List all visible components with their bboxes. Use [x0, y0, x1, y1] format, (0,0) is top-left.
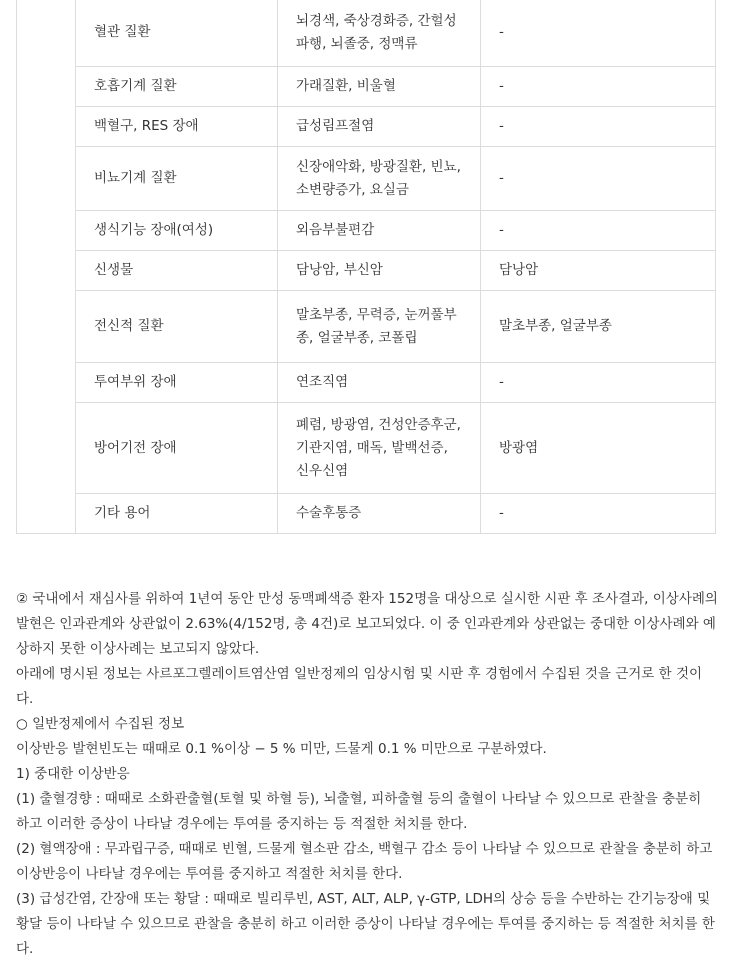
- table-cell-category: 전신적 질환: [76, 291, 278, 363]
- table-row: [17, 107, 716, 147]
- table-cell-general: 뇌경색, 죽상경화증, 간헐성파행, 뇌졸중, 정맥류: [278, 0, 481, 67]
- table-cell-postmarketing: -: [481, 107, 716, 147]
- table-cell-general: 신장애악화, 방광질환, 빈뇨, 소변량증가, 요실금: [278, 147, 481, 211]
- table-cell-postmarketing: 담낭암: [481, 251, 716, 291]
- table-row: [17, 291, 716, 363]
- table-group-cell: [17, 0, 76, 534]
- adverse-reactions-text: [16, 587, 718, 962]
- table-cell-general: 가래질환, 비울혈: [278, 67, 481, 107]
- table-cell-general: 수술후통증: [278, 494, 481, 534]
- table-cell-postmarketing: 방광염: [481, 403, 716, 494]
- table-cell-general: 급성림프절염: [278, 107, 481, 147]
- table-cell-postmarketing: -: [481, 67, 716, 107]
- adverse-events-table: [16, 0, 716, 534]
- table-cell-category: 투여부위 장애: [76, 363, 278, 403]
- paragraph-frequency-definition: 이상반응 발현빈도는 때때로 0.1 %이상 − 5 % 미만, 드물게 0.1 % 미만으로 구분하였다.: [16, 741, 547, 757]
- paragraph-data-source: 아래에 명시된 정보는 사르포그렐레이트염산염 일반정제의 임상시험 및 시판 후 경험에서 수집된 것을 근거로 한 것이다.: [16, 666, 703, 707]
- section-heading-general-tablet: ○ 일반정제에서 수집된 정보: [16, 716, 185, 732]
- table-row: [17, 363, 716, 403]
- table-cell-general: 담낭암, 부신암: [278, 251, 481, 291]
- table-cell-postmarketing: 말초부종, 얼굴부종: [481, 291, 716, 363]
- table-cell-general: 폐렴, 방광염, 건성안증후군, 기관지염, 매독, 발백선증, 신우신염: [278, 403, 481, 494]
- table-cell-category: 호흡기계 질환: [76, 67, 278, 107]
- table-cell-category: 생식기능 장애(여성): [76, 211, 278, 251]
- section-heading-serious-reactions: 1) 중대한 이상반응: [16, 766, 130, 782]
- table-cell-category: 신생물: [76, 251, 278, 291]
- table-cell-category: 백혈구, RES 장애: [76, 107, 278, 147]
- table-cell-postmarketing: -: [481, 211, 716, 251]
- table-cell-general: 연조직염: [278, 363, 481, 403]
- paragraph-blood-disorder: (2) 혈액장애 : 무과립구증, 때때로 빈혈, 드물게 혈소판 감소, 백혈구 감소 등이 나타날 수 있으므로 관찰을 충분히 하고 이상반응이 나타날 경우에는 투여를 중지하고 적절한 처치를 한다.: [16, 841, 713, 882]
- table-row: [17, 67, 716, 107]
- table-cell-category: 기타 용어: [76, 494, 278, 534]
- table-row: [17, 494, 716, 534]
- table-cell-general: 외음부불편감: [278, 211, 481, 251]
- table-cell-postmarketing: -: [481, 0, 716, 67]
- paragraph-post-marketing-survey: ② 국내에서 재심사를 위하여 1년여 동안 만성 동맥폐색증 환자 152명을 대상으로 실시한 시판 후 조사결과, 이상사례의 발현은 인과관계와 상관없이 2.63%(4/152명, 총 4건)로 보고되었다. 이 중 인과관계와 상관없는 중대한 이상사례와 예상하지 못한 이상사례는 보고되지 않았다.: [16, 591, 718, 657]
- table-cell-postmarketing: -: [481, 147, 716, 211]
- table-row: [17, 0, 716, 67]
- paragraph-hepatitis: (3) 급성간염, 간장애 또는 황달 : 때때로 빌리루빈, AST, ALT, ALP, γ-GTP, LDH의 상승 등을 수반하는 간기능장애 및 황달 등이 나타날 수 있으므로 관찰을 충분히 하고 이러한 증상이 나타날 경우에는 투여를 중지하는 등 적절한 처치를 한다.: [16, 891, 715, 957]
- table-row: [17, 147, 716, 211]
- table-cell-category: 혈관 질환: [76, 0, 278, 67]
- table-row: [17, 211, 716, 251]
- table-cell-category: 비뇨기계 질환: [76, 147, 278, 211]
- table-cell-postmarketing: -: [481, 363, 716, 403]
- paragraph-bleeding-tendency: (1) 출혈경향 : 때때로 소화관출혈(토혈 및 하혈 등), 뇌출혈, 피하출혈 등의 출혈이 나타날 수 있으므로 관찰을 충분히 하고 이러한 증상이 나타날 경우에는 투여를 중지하는 등 적절한 처치를 한다.: [16, 791, 702, 832]
- table-cell-category: 방어기전 장애: [76, 403, 278, 494]
- table-cell-general: 말초부종, 무력증, 눈꺼풀부종, 얼굴부종, 코폴립: [278, 291, 481, 363]
- table-row: [17, 403, 716, 494]
- table-row: [17, 251, 716, 291]
- table-cell-postmarketing: -: [481, 494, 716, 534]
